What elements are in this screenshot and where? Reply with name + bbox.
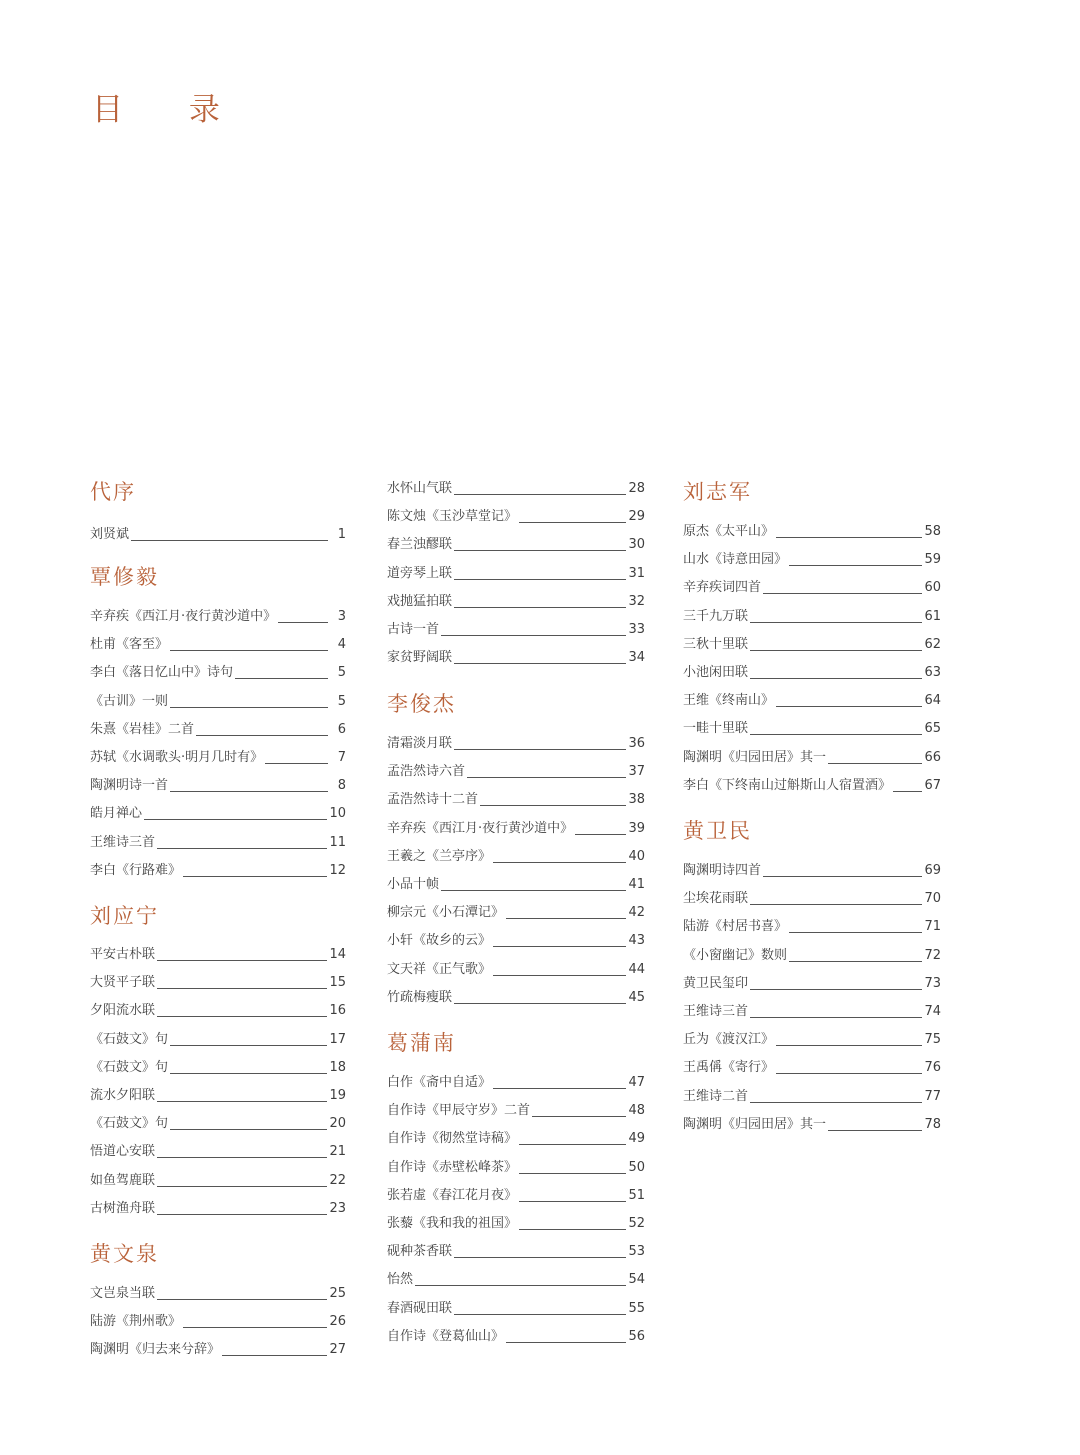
entry-title: 陆游《荆州歌》 [90, 1314, 182, 1329]
entry-title: 家贫野阔联 [387, 650, 453, 665]
entry-page-number: 12 [329, 863, 346, 878]
entry-title: 平安古朴联 [90, 947, 156, 962]
leader-line [454, 550, 626, 551]
entry-title: 砚种茶香联 [387, 1244, 453, 1259]
toc-entry[interactable] [90, 1084, 346, 1104]
entry-page-number: 54 [628, 1272, 645, 1287]
leader-line [278, 622, 328, 623]
leader-line [776, 706, 922, 707]
entry-title: 三秋十里联 [683, 637, 749, 652]
toc-entry[interactable] [387, 788, 645, 808]
entry-title: 尘埃花雨联 [683, 891, 749, 906]
entry-title: 陶渊明《归园田居》其一 [683, 1117, 827, 1132]
leader-line [157, 1101, 327, 1102]
entry-title: 陆游《村居书喜》 [683, 919, 788, 934]
entry-title: 陶渊明诗一首 [90, 778, 169, 793]
entry-page-number: 26 [329, 1314, 346, 1329]
leader-line [170, 707, 328, 708]
toc-entry[interactable] [387, 1325, 645, 1345]
entry-title: 自作诗《甲辰守岁》二首 [387, 1103, 531, 1118]
toc-entry[interactable] [387, 958, 645, 978]
entry-page-number: 75 [924, 1032, 941, 1047]
leader-line [519, 1229, 626, 1230]
toc-entry[interactable] [387, 618, 645, 638]
toc-entry[interactable] [387, 732, 645, 752]
entry-page-number: 62 [924, 637, 941, 652]
entry-title: 苏轼《水调歌头·明月几时有》 [90, 750, 264, 765]
entry-title: 李白《落日忆山中》诗句 [90, 665, 234, 680]
entry-page-number: 51 [628, 1188, 645, 1203]
toc-entry[interactable] [90, 1112, 346, 1132]
toc-entry[interactable] [90, 1197, 346, 1217]
toc-entry[interactable] [387, 505, 645, 525]
toc-entry[interactable] [683, 1085, 941, 1105]
entry-page-number: 78 [924, 1117, 941, 1132]
entry-page-number: 66 [924, 750, 941, 765]
entry-page-number: 25 [329, 1286, 346, 1301]
entry-title: 《古训》一则 [90, 694, 169, 709]
entry-page-number: 30 [628, 537, 645, 552]
toc-entry[interactable] [683, 520, 941, 540]
toc-entry[interactable] [90, 1028, 346, 1048]
leader-line [519, 522, 626, 523]
leader-line [222, 1355, 327, 1356]
entry-page-number: 3 [337, 609, 346, 624]
leader-line [893, 791, 922, 792]
entry-page-number: 16 [329, 1003, 346, 1018]
entry-page-number: 69 [924, 863, 941, 878]
entry-title: 古树渔舟联 [90, 1201, 156, 1216]
entry-title: 一畦十里联 [683, 721, 749, 736]
entry-title: 张藜《我和我的祖国》 [387, 1216, 518, 1231]
leader-line [170, 1129, 327, 1130]
leader-line [750, 989, 922, 990]
entry-title: 悟道心安联 [90, 1144, 156, 1159]
entry-title: 自作诗《赤壁松峰茶》 [387, 1160, 518, 1175]
leader-line [441, 890, 626, 891]
entry-page-number: 18 [329, 1060, 346, 1075]
leader-line [789, 961, 922, 962]
entry-title: 李白《行路难》 [90, 863, 182, 878]
section-heading: 代序 [90, 480, 136, 504]
leader-line [415, 1285, 626, 1286]
entry-title: 《石鼓文》句 [90, 1116, 169, 1131]
entry-title: 流水夕阳联 [90, 1088, 156, 1103]
toc-entry[interactable] [90, 1282, 346, 1302]
toc-entry[interactable] [683, 746, 941, 766]
entry-title: 山水《诗意田园》 [683, 552, 788, 567]
toc-entry[interactable] [387, 929, 645, 949]
leader-line [183, 1327, 327, 1328]
toc-entry[interactable] [387, 1212, 645, 1232]
entry-page-number: 67 [924, 778, 941, 793]
toc-entry[interactable] [683, 1028, 941, 1048]
leader-line [828, 763, 922, 764]
entry-page-number: 45 [628, 990, 645, 1005]
leader-line [519, 1173, 626, 1174]
entry-page-number: 63 [924, 665, 941, 680]
leader-line [493, 1088, 626, 1089]
entry-page-number: 21 [329, 1144, 346, 1159]
toc-entry[interactable] [683, 548, 941, 568]
entry-page-number: 50 [628, 1160, 645, 1175]
entry-page-number: 28 [628, 481, 645, 496]
entry-title: 《石鼓文》句 [90, 1032, 169, 1047]
entry-page-number: 76 [924, 1060, 941, 1075]
toc-entry[interactable] [683, 1000, 941, 1020]
entry-page-number: 10 [329, 806, 346, 821]
entry-page-number: 47 [628, 1075, 645, 1090]
entry-title: 道旁琴上联 [387, 566, 453, 581]
entry-title: 清霜淡月联 [387, 736, 453, 751]
entry-page-number: 72 [924, 948, 941, 963]
toc-entry[interactable] [683, 661, 941, 681]
entry-title: 如鱼驾鹿联 [90, 1173, 156, 1188]
entry-title: 杜甫《客至》 [90, 637, 169, 652]
entry-title: 王维诗三首 [683, 1004, 749, 1019]
toc-entry[interactable] [387, 477, 645, 497]
entry-page-number: 19 [329, 1088, 346, 1103]
toc-entry[interactable] [387, 817, 645, 837]
leader-line [763, 876, 922, 877]
entry-title: 王维《终南山》 [683, 693, 775, 708]
toc-entry[interactable] [683, 689, 941, 709]
entry-title: 春酒砚田联 [387, 1301, 453, 1316]
entry-title: 三千九万联 [683, 609, 749, 624]
entry-title: 水怀山气联 [387, 481, 453, 496]
entry-title: 辛弃疾《西江月·夜行黄沙道中》 [387, 821, 574, 836]
entry-title: 王禹偁《寄行》 [683, 1060, 775, 1075]
leader-line [454, 1314, 626, 1315]
leader-line [750, 622, 922, 623]
entry-page-number: 41 [628, 877, 645, 892]
toc-entry[interactable] [90, 523, 346, 543]
entry-title: 张若虚《春江花月夜》 [387, 1188, 518, 1203]
leader-line [493, 862, 626, 863]
section-heading: 刘志军 [683, 480, 752, 504]
toc-entry[interactable] [387, 1127, 645, 1147]
toc-entry[interactable] [683, 605, 941, 625]
leader-line [131, 540, 328, 541]
entry-page-number: 42 [628, 905, 645, 920]
leader-line [750, 1102, 922, 1103]
entry-title: 辛弃疾《西江月·夜行黄沙道中》 [90, 609, 277, 624]
entry-title: 黄卫民玺印 [683, 976, 749, 991]
entry-page-number: 43 [628, 933, 645, 948]
entry-title: 陶渊明《归去来兮辞》 [90, 1342, 221, 1357]
leader-line [196, 735, 328, 736]
leader-line [454, 1257, 626, 1258]
toc-entry[interactable] [90, 746, 346, 766]
leader-line [750, 1017, 922, 1018]
toc-entry[interactable] [387, 1071, 645, 1091]
toc-entry[interactable] [90, 831, 346, 851]
toc-entry[interactable] [683, 717, 941, 737]
toc-entry[interactable] [683, 1113, 941, 1133]
section-heading: 刘应宁 [90, 904, 159, 928]
entry-title: 小轩《故乡的云》 [387, 933, 492, 948]
leader-line [575, 834, 626, 835]
entry-title: 戏抛猛拍联 [387, 594, 453, 609]
leader-line [776, 1073, 922, 1074]
entry-title: 小品十帧 [387, 877, 440, 892]
entry-page-number: 53 [628, 1244, 645, 1259]
entry-title: 自作诗《登葛仙山》 [387, 1329, 505, 1344]
toc-entry[interactable] [387, 760, 645, 780]
entry-page-number: 38 [628, 792, 645, 807]
leader-line [519, 1201, 626, 1202]
toc-entry[interactable] [90, 971, 346, 991]
entry-page-number: 48 [628, 1103, 645, 1118]
leader-line [157, 1186, 327, 1187]
entry-page-number: 74 [924, 1004, 941, 1019]
toc-entry[interactable] [387, 1268, 645, 1288]
leader-line [454, 1003, 626, 1004]
toc-entry[interactable] [90, 633, 346, 653]
entry-title: 李白《下终南山过斛斯山人宿置酒》 [683, 778, 892, 793]
leader-line [776, 1045, 922, 1046]
entry-page-number: 60 [924, 580, 941, 595]
section-heading: 李俊杰 [387, 692, 456, 716]
leader-line [157, 1157, 327, 1158]
toc-entry[interactable] [90, 605, 346, 625]
toc-entry[interactable] [387, 1156, 645, 1176]
toc-entry[interactable] [90, 718, 346, 738]
entry-page-number: 20 [329, 1116, 346, 1131]
page-title: 目 录 [92, 92, 248, 128]
toc-entry[interactable] [90, 943, 346, 963]
entry-title: 大贤平子联 [90, 975, 156, 990]
leader-line [454, 494, 626, 495]
section-heading: 覃修毅 [90, 565, 159, 589]
leader-line [170, 1045, 327, 1046]
toc-entry[interactable] [387, 1184, 645, 1204]
leader-line [519, 1144, 626, 1145]
toc-entry[interactable] [90, 999, 346, 1019]
toc-entry[interactable] [683, 887, 941, 907]
leader-line [506, 1342, 626, 1343]
entry-title: 朱熹《岩桂》二首 [90, 722, 195, 737]
leader-line [157, 1214, 327, 1215]
entry-title: 夕阳流水联 [90, 1003, 156, 1018]
toc-entry[interactable] [90, 774, 346, 794]
entry-page-number: 39 [628, 821, 645, 836]
entry-title: 孟浩然诗六首 [387, 764, 466, 779]
entry-page-number: 52 [628, 1216, 645, 1231]
section-heading: 葛蒲南 [387, 1031, 456, 1055]
entry-title: 小池闲田联 [683, 665, 749, 680]
entry-page-number: 49 [628, 1131, 645, 1146]
leader-line [750, 734, 922, 735]
toc-entry[interactable] [683, 972, 941, 992]
entry-page-number: 58 [924, 524, 941, 539]
leader-line [157, 848, 327, 849]
toc-entry[interactable] [683, 944, 941, 964]
entry-page-number: 17 [329, 1032, 346, 1047]
entry-page-number: 61 [924, 609, 941, 624]
entry-page-number: 44 [628, 962, 645, 977]
leader-line [454, 663, 626, 664]
toc-entry[interactable] [683, 859, 941, 879]
entry-page-number: 6 [337, 722, 346, 737]
entry-page-number: 40 [628, 849, 645, 864]
section-heading: 黄卫民 [683, 819, 752, 843]
leader-line [789, 565, 922, 566]
entry-page-number: 33 [628, 622, 645, 637]
entry-title: 王羲之《兰亭序》 [387, 849, 492, 864]
entry-title: 自作诗《彻然堂诗稿》 [387, 1131, 518, 1146]
toc-entry[interactable] [387, 873, 645, 893]
entry-title: 春兰浊醪联 [387, 537, 453, 552]
entry-page-number: 73 [924, 976, 941, 991]
toc-entry[interactable] [90, 1338, 346, 1358]
leader-line [454, 607, 626, 608]
entry-title: 《石鼓文》句 [90, 1060, 169, 1075]
leader-line [506, 918, 626, 919]
leader-line [235, 678, 328, 679]
entry-title: 怡然 [387, 1272, 414, 1287]
entry-page-number: 5 [337, 694, 346, 709]
entry-page-number: 37 [628, 764, 645, 779]
leader-line [265, 763, 328, 764]
toc-entry[interactable] [683, 774, 941, 794]
entry-page-number: 11 [329, 835, 346, 850]
entry-title: 孟浩然诗十二首 [387, 792, 479, 807]
entry-title: 王维诗二首 [683, 1089, 749, 1104]
entry-title: 陶渊明《归园田居》其一 [683, 750, 827, 765]
entry-title: 柳宗元《小石潭记》 [387, 905, 505, 920]
leader-line [532, 1116, 626, 1117]
entry-title: 王维诗三首 [90, 835, 156, 850]
leader-line [763, 593, 922, 594]
toc-entry[interactable] [683, 576, 941, 596]
toc-entry[interactable] [90, 1056, 346, 1076]
toc-entry[interactable] [90, 690, 346, 710]
leader-line [157, 988, 327, 989]
leader-line [157, 1016, 327, 1017]
entry-page-number: 7 [337, 750, 346, 765]
leader-line [750, 678, 922, 679]
leader-line [480, 805, 626, 806]
entry-page-number: 4 [337, 637, 346, 652]
entry-page-number: 31 [628, 566, 645, 581]
entry-page-number: 22 [329, 1173, 346, 1188]
entry-page-number: 59 [924, 552, 941, 567]
entry-title: 刘贤斌 [90, 527, 130, 542]
entry-title: 古诗一首 [387, 622, 440, 637]
entry-title: 文岂泉当联 [90, 1286, 156, 1301]
entry-page-number: 5 [337, 665, 346, 680]
section-heading: 黄文泉 [90, 1242, 159, 1266]
leader-line [157, 1299, 327, 1300]
leader-line [144, 819, 327, 820]
entry-title: 丘为《渡汉江》 [683, 1032, 775, 1047]
leader-line [789, 932, 922, 933]
toc-entry[interactable] [387, 646, 645, 666]
toc-entry[interactable] [90, 1310, 346, 1330]
leader-line [441, 635, 626, 636]
leader-line [493, 946, 626, 947]
entry-title: 陈文烛《玉沙草堂记》 [387, 509, 518, 524]
toc-entry[interactable] [387, 533, 645, 553]
toc-entry[interactable] [90, 661, 346, 681]
toc-entry[interactable] [90, 859, 346, 879]
entry-page-number: 70 [924, 891, 941, 906]
entry-page-number: 71 [924, 919, 941, 934]
entry-page-number: 14 [329, 947, 346, 962]
entry-page-number: 77 [924, 1089, 941, 1104]
toc-entry[interactable] [90, 1140, 346, 1160]
toc-entry[interactable] [387, 986, 645, 1006]
entry-title: 竹疏梅瘦联 [387, 990, 453, 1005]
toc-entry[interactable] [387, 590, 645, 610]
toc-entry[interactable] [387, 1099, 645, 1119]
leader-line [157, 960, 327, 961]
toc-entry[interactable] [683, 1056, 941, 1076]
leader-line [467, 777, 626, 778]
leader-line [776, 537, 922, 538]
toc-entry[interactable] [387, 845, 645, 865]
entry-title: 皓月禅心 [90, 806, 143, 821]
toc-entry[interactable] [683, 633, 941, 653]
entry-page-number: 23 [329, 1201, 346, 1216]
leader-line [454, 749, 626, 750]
entry-page-number: 1 [337, 527, 346, 542]
entry-title: 白作《斋中自适》 [387, 1075, 492, 1090]
toc-entry[interactable] [90, 1169, 346, 1189]
entry-title: 《小窗幽记》数则 [683, 948, 788, 963]
toc-entry[interactable] [683, 915, 941, 935]
leader-line [750, 650, 922, 651]
toc-entry[interactable] [90, 802, 346, 822]
entry-title: 文天祥《正气歌》 [387, 962, 492, 977]
entry-page-number: 55 [628, 1301, 645, 1316]
entry-page-number: 27 [329, 1342, 346, 1357]
toc-entry[interactable] [387, 1240, 645, 1260]
leader-line [493, 975, 626, 976]
entry-page-number: 34 [628, 650, 645, 665]
toc-entry[interactable] [387, 562, 645, 582]
leader-line [170, 1073, 327, 1074]
entry-page-number: 56 [628, 1329, 645, 1344]
entry-title: 陶渊明诗四首 [683, 863, 762, 878]
leader-line [183, 876, 327, 877]
leader-line [828, 1130, 922, 1131]
entry-page-number: 36 [628, 736, 645, 751]
entry-page-number: 65 [924, 721, 941, 736]
entry-page-number: 64 [924, 693, 941, 708]
leader-line [170, 791, 328, 792]
entry-page-number: 15 [329, 975, 346, 990]
entry-page-number: 32 [628, 594, 645, 609]
entry-page-number: 8 [337, 778, 346, 793]
toc-entry[interactable] [387, 901, 645, 921]
leader-line [750, 904, 922, 905]
toc-entry[interactable] [387, 1297, 645, 1317]
entry-title: 原杰《太平山》 [683, 524, 775, 539]
entry-page-number: 29 [628, 509, 645, 524]
entry-title: 辛弃疾词四首 [683, 580, 762, 595]
leader-line [170, 650, 328, 651]
leader-line [454, 579, 626, 580]
